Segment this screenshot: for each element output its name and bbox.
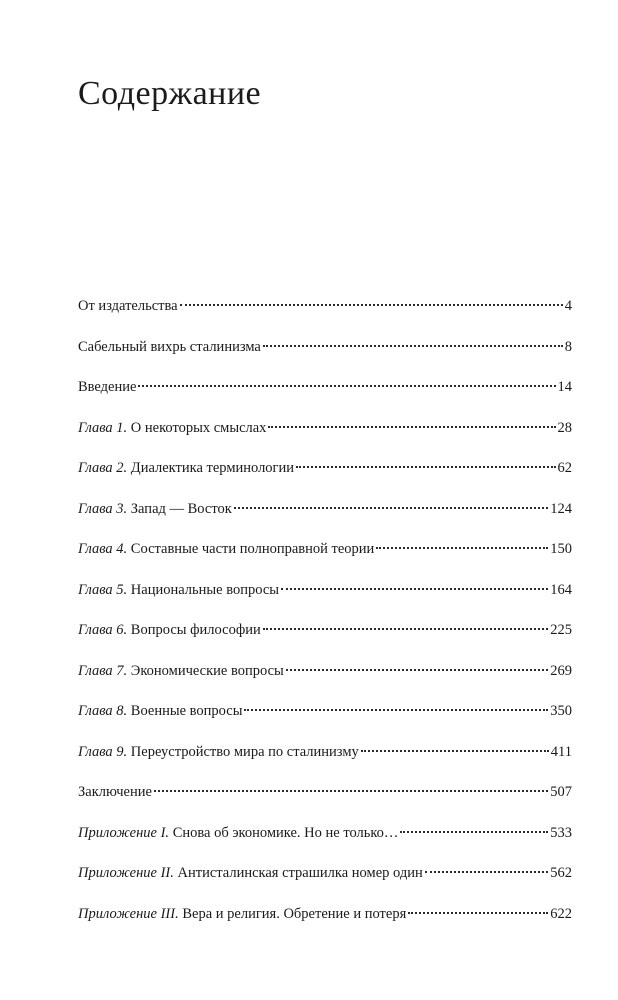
toc-entry[interactable] (78, 458, 572, 499)
toc-entry-prefix: Глава 8. (78, 703, 128, 719)
toc-entry[interactable] (78, 742, 572, 783)
toc-entry-label (78, 904, 406, 924)
toc-entry-title: Военные вопросы (130, 703, 243, 719)
dot-leader (376, 547, 548, 549)
toc-entry-prefix: Глава 1. (78, 419, 128, 436)
toc-entry-prefix: Приложение II. (78, 865, 174, 881)
toc-entry-page-number: 8 (564, 338, 572, 355)
toc-entry-label (78, 742, 359, 762)
toc-entry-title: Переустройство мира по сталинизму (130, 743, 359, 760)
toc-entry-title: Заключение (78, 784, 152, 800)
dot-leader (425, 871, 549, 873)
toc-entry-page-number: 4 (564, 298, 572, 314)
toc-entry-label (78, 418, 266, 438)
toc-entry-title: От издательства (78, 298, 178, 314)
toc-entry-page-number: 562 (550, 865, 572, 881)
toc-entry-title: Экономические вопросы (130, 662, 284, 679)
toc-entry-label (78, 823, 398, 843)
toc-entry[interactable] (78, 823, 572, 864)
toc-entry-page-number: 225 (550, 622, 572, 638)
toc-entry-title: Национальные вопросы (130, 581, 280, 598)
page-title: Содержание (78, 75, 262, 112)
toc-entry[interactable] (78, 620, 572, 661)
toc-entry-page-number: 124 (550, 500, 572, 517)
toc-entry-label (78, 782, 152, 802)
toc-entry-page-number: 150 (550, 541, 572, 557)
toc-entry-prefix: Глава 4. (78, 541, 128, 557)
toc-entry-title: Диалектика терминологии (130, 460, 295, 476)
toc-entry-page-number: 350 (550, 703, 572, 719)
toc-entry-page-number: 533 (550, 824, 572, 841)
toc-entry-prefix: Глава 5. (78, 581, 128, 598)
toc-entry-prefix: Приложение I. (78, 824, 170, 841)
toc-entry[interactable] (78, 296, 572, 337)
toc-entry-prefix: Глава 9. (78, 743, 128, 760)
toc-entry-title: Запад — Восток (130, 500, 232, 517)
dot-leader (180, 304, 563, 306)
toc-entry-label (78, 458, 294, 478)
toc-entry[interactable] (78, 580, 572, 621)
toc-entry-label (78, 620, 261, 640)
toc-entry-title: Снова об экономике. Но не только… (172, 824, 399, 841)
dot-leader (268, 426, 555, 428)
toc-entry-label (78, 296, 178, 316)
dot-leader (361, 750, 549, 752)
toc-entry[interactable] (78, 904, 572, 945)
toc-entry-page-number: 269 (550, 662, 572, 679)
dot-leader (234, 507, 548, 509)
toc-entry[interactable] (78, 661, 572, 702)
toc-entry-title: Сабельный вихрь сталинизма (78, 338, 261, 355)
dot-leader (400, 831, 548, 833)
dot-leader (244, 709, 548, 711)
toc-entry-title: О некоторых смыслах (130, 419, 267, 436)
toc-entry-prefix: Глава 3. (78, 500, 128, 517)
toc-entry[interactable] (78, 499, 572, 540)
dot-leader (408, 912, 548, 914)
toc-entry[interactable] (78, 539, 572, 580)
toc-entry-label (78, 499, 232, 519)
toc-entry-label (78, 580, 279, 600)
toc-entry-title: Составные части полноправной теории (130, 541, 375, 557)
toc-entry[interactable] (78, 701, 572, 742)
toc-entry[interactable] (78, 782, 572, 823)
toc-entry-page-number: 411 (550, 743, 572, 760)
toc-entry-page-number: 62 (557, 460, 572, 476)
table-of-contents (78, 296, 572, 944)
toc-entry-page-number: 622 (550, 905, 572, 922)
dot-leader (281, 588, 548, 590)
dot-leader (286, 669, 548, 671)
dot-leader (296, 466, 555, 468)
dot-leader (263, 628, 549, 630)
toc-entry[interactable] (78, 377, 572, 418)
dot-leader (138, 385, 555, 387)
toc-entry-page-number: 164 (550, 581, 572, 598)
toc-entry-title: Вера и религия. Обретение и потеря (182, 905, 407, 922)
toc-entry-prefix: Глава 2. (78, 460, 128, 476)
toc-entry-page-number: 14 (557, 379, 572, 395)
dot-leader (263, 345, 563, 347)
toc-entry[interactable] (78, 337, 572, 378)
toc-entry-prefix: Глава 6. (78, 622, 128, 638)
dot-leader (154, 790, 548, 792)
toc-entry-label (78, 377, 136, 397)
toc-entry[interactable] (78, 863, 572, 904)
toc-entry-title: Вопросы философии (130, 622, 261, 638)
toc-entry-label (78, 337, 261, 357)
toc-entry-label (78, 863, 423, 883)
toc-entry-label (78, 661, 284, 681)
toc-entry-label (78, 701, 242, 721)
toc-entry-title: Введение (78, 379, 137, 395)
toc-entry-prefix: Приложение III. (78, 905, 179, 922)
toc-entry-label (78, 539, 374, 559)
toc-entry[interactable] (78, 418, 572, 459)
toc-entry-prefix: Глава 7. (78, 662, 128, 679)
toc-entry-page-number: 28 (557, 419, 572, 436)
toc-entry-title: Антисталинская страшилка номер один (177, 865, 423, 881)
toc-entry-page-number: 507 (550, 784, 572, 800)
